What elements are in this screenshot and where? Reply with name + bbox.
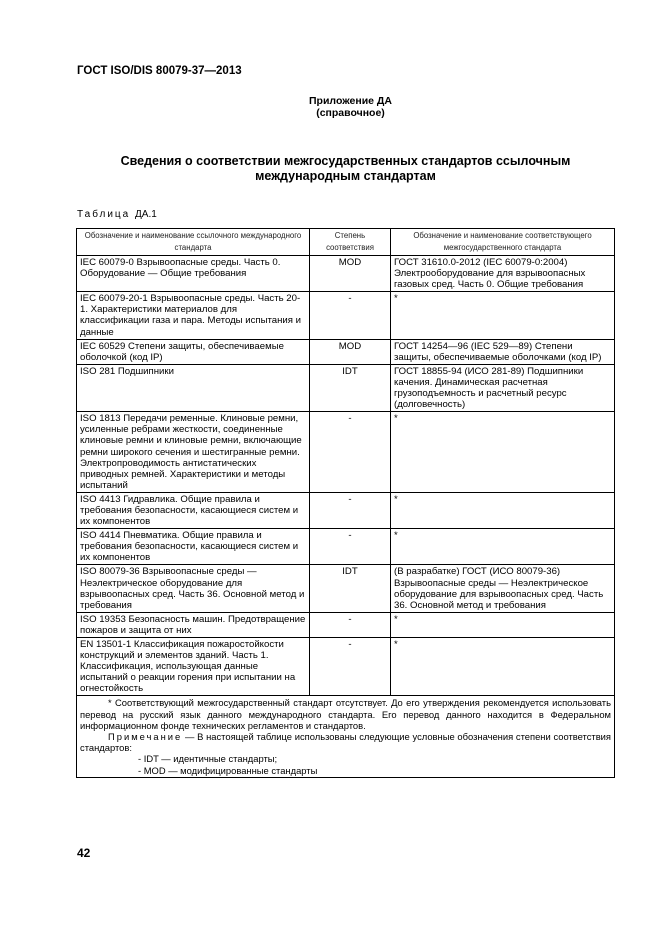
table-caption: [77, 209, 157, 220]
cell-international-standard: ISO 1813 Передачи ременные. Клиновые ремни, усиленные ребрами жесткости, соединенные клиновые ремни и клиновые ремни, включающие ремни широкого сечения и шестигранные ремни. Электропроводимость антистатических приводных ремней. Характеристики и методы испытаний: [77, 412, 310, 493]
cell-interstate-standard: ГОСТ 18855-94 (ИСО 281-89) Подшипники качения. Динамическая расчетная грузоподъемность и расчетный ресурс (долговечность): [391, 364, 615, 411]
cell-degree: -: [310, 412, 391, 493]
cell-interstate-standard: (В разрабатке) ГОСТ (ИСО 80079-36) Взрывоопасные среды — Неэлектрическое оборудование для взрывоопасных сред. Часть 36. Основной метод и требования: [391, 565, 615, 612]
table-body: [77, 256, 615, 778]
table-row: [77, 638, 615, 696]
document-designation: ГОСТ ISO/DIS 80079-37—2013: [77, 65, 242, 77]
table-caption-number: ДА.1: [135, 209, 157, 220]
page-number: 42: [77, 846, 91, 860]
table-row: [77, 492, 615, 528]
footnote-text: * Соответствующий межгосударственный стандарт отсутствует. До его утверждения рекомендуется использовать перевод на русский язык данного международного стандарта. Его перевод данного находится в Федеральном информационном фонде технических регламентов и стандартов.: [80, 697, 611, 731]
cell-interstate-standard: ГОСТ 31610.0-2012 (IEC 60079-0:2004) Электрооборудование для взрывоопасных газовых сред. Часть 0. Общие требования: [391, 256, 615, 292]
header-degree: Степень соответствия: [310, 229, 391, 256]
cell-degree: IDT: [310, 565, 391, 612]
cell-international-standard: IEC 60529 Степени защиты, обеспечиваемые оболочкой (код IP): [77, 339, 310, 364]
cell-interstate-standard: ГОСТ 14254—96 (IEC 529—89) Степени защиты, обеспечиваемые оболочками (код IP): [391, 339, 615, 364]
annex-title: Приложение ДА: [309, 95, 392, 107]
cell-degree: -: [310, 529, 391, 565]
cell-international-standard: IEC 60079-20-1 Взрывоопасные среды. Часть 20-1. Характеристики материалов для классификации газа и пара. Методы испытания и данные: [77, 292, 310, 339]
cell-interstate-standard: *: [391, 292, 615, 339]
cell-interstate-standard: *: [391, 529, 615, 565]
cell-degree: MOD: [310, 339, 391, 364]
table-row: [77, 256, 615, 292]
cell-degree: IDT: [310, 364, 391, 411]
table-row: [77, 364, 615, 411]
cell-degree: -: [310, 638, 391, 696]
table-header-row: [77, 229, 615, 256]
table-row: [77, 612, 615, 637]
note-label: Примечание: [108, 731, 183, 743]
cell-interstate-standard: *: [391, 412, 615, 493]
table-row: [77, 339, 615, 364]
cell-degree: -: [310, 292, 391, 339]
cell-international-standard: ISO 4413 Гидравлика. Общие правила и требования безопасности, касающиеся систем и их компонентов: [77, 492, 310, 528]
table-notes-row: [77, 696, 615, 777]
header-interstate-standard: Обозначение и наименование соответствующего межгосударственного стандарта: [391, 229, 615, 256]
correspondence-table: [76, 228, 615, 778]
cell-international-standard: ISO 281 Подшипники: [77, 364, 310, 411]
cell-degree: -: [310, 492, 391, 528]
cell-international-standard: ISO 80079-36 Взрывоопасные среды — Неэлектрическое оборудование для взрывоопасных сред. Часть 36. Основной метод и требования: [77, 565, 310, 612]
main-title-line-1: Сведения о соответствии межгосударственных стандартов ссылочным: [120, 154, 571, 168]
main-title-line-2: международным стандартам: [255, 169, 436, 183]
cell-international-standard: IEC 60079-0 Взрывоопасные среды. Часть 0. Оборудование — Общие требования: [77, 256, 310, 292]
cell-international-standard: ISO 4414 Пневматика. Общие правила и требования безопасности, касающиеся систем и их компонентов: [77, 529, 310, 565]
table-row: [77, 565, 615, 612]
header-international-standard: Обозначение и наименование ссылочного международного стандарта: [77, 229, 310, 256]
main-title: [77, 154, 614, 184]
cell-interstate-standard: *: [391, 638, 615, 696]
table-notes-cell: [77, 696, 615, 777]
cell-international-standard: EN 13501-1 Классификация пожаростойкости конструкций и элементов зданий. Часть 1. Классификация, использующая данные испытаний о реакции горения при испытании на огнестойкость: [77, 638, 310, 696]
cell-degree: MOD: [310, 256, 391, 292]
note-text: — В настоящей таблице использованы следующие условные обозначения степени соответствия стандартов:: [80, 731, 611, 754]
note-list-item: - IDT — идентичные стандарты;: [138, 753, 278, 765]
cell-interstate-standard: *: [391, 612, 615, 637]
table-row: [77, 412, 615, 493]
cell-international-standard: ISO 19353 Безопасность машин. Предотвращение пожаров и защита от них: [77, 612, 310, 637]
table-caption-word: Таблица: [77, 209, 131, 220]
note-list-item: - MOD — модифицированные стандарты: [138, 764, 318, 776]
cell-interstate-standard: *: [391, 492, 615, 528]
note-paragraph: [80, 731, 611, 753]
table-row: [77, 292, 615, 339]
table-row: [77, 529, 615, 565]
cell-degree: -: [310, 612, 391, 637]
annex-kind: (справочное): [316, 107, 385, 119]
